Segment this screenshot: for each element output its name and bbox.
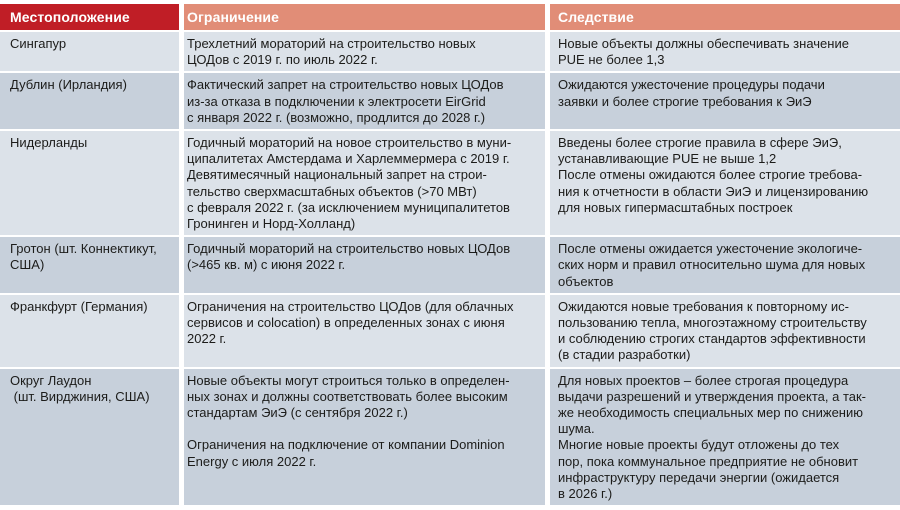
text-line: заявки и более строгие требования к ЭиЭ [558, 93, 812, 109]
text-line: Energy с июля 2022 г. [187, 453, 317, 469]
text-line: Фактический запрет на строительство новых ЦОДов [187, 77, 504, 93]
text-line: устанавливающие PUE не выше 1,2 [558, 151, 777, 167]
table-cell-consequence [550, 73, 900, 129]
table-cell-location [0, 295, 179, 367]
text-line: Многие новые проекты будут отложены до тех [558, 437, 840, 453]
text-line: пользованию тепла, многоэтажному строительству [558, 315, 867, 331]
table-cell-restriction [184, 295, 545, 367]
text-line: Новые объекты могут строиться только в определен- [187, 372, 510, 388]
text-line: (шт. Вирджиния, США) [10, 388, 150, 404]
text-line: Ограничения на строительство ЦОДов (для облачных [187, 298, 514, 314]
text-line: из-за отказа в подключении к электросети EirGrid [187, 93, 486, 109]
text-line: Трехлетний мораторий на строительство новых [187, 36, 476, 51]
text-line: Франкфурт (Германия) [10, 298, 148, 314]
text-line: Новые объекты должны обеспечивать значение [558, 36, 849, 51]
table-cell-restriction [184, 32, 545, 71]
text-line: Для новых проектов – более строгая процедура [558, 372, 849, 388]
text-line: Введены более строгие правила в сфере ЭиЭ, [558, 135, 842, 151]
table-cell-restriction [184, 131, 545, 235]
text-line: Дублин (Ирландия) [10, 77, 127, 93]
table-cell-location [0, 32, 179, 71]
table-cell-consequence [550, 131, 900, 235]
text-line: ципалитетах Амстердама и Харлеммермера с 2019 г. [187, 151, 510, 167]
text-line: Гротон (шт. Коннектикут, [10, 241, 157, 257]
text-line: (в стадии разработки) [558, 347, 691, 363]
text-line: Девятимесячный национальный запрет на строи- [187, 167, 487, 183]
text-line: Сингапур [10, 36, 67, 51]
text-line: США) [10, 257, 45, 273]
text-line: Ограничения на подключение от компании Dominion [187, 437, 505, 453]
text-line: После отмены ожидаются более строгие требова- [558, 167, 863, 183]
text-line: шума. [558, 421, 595, 437]
table-cell-location [0, 237, 179, 293]
table-cell-restriction [184, 237, 545, 293]
text-line: После отмены ожидается ужесточение экологиче- [558, 241, 863, 257]
text-line: с января 2022 г. (возможно, продлится до 2028 г.) [187, 109, 486, 125]
text-line: стандартам ЭиЭ (с сентября 2022 г.) [187, 405, 408, 421]
regulation-table [0, 4, 900, 505]
text-line: ЦОДов с 2019 г. по июль 2022 г. [187, 52, 378, 68]
text-line: инфраструктуру передачи энергии (ожидается [558, 469, 840, 485]
text-line: (>465 кв. м) с июня 2022 г. [187, 257, 346, 273]
text-line: в 2026 г.) [558, 486, 613, 502]
text-line: ских норм и правил относительно шума для новых [558, 257, 866, 273]
text-line: ния к отчетности в области ЭиЭ и лицензированию [558, 183, 869, 199]
table-cell-consequence [550, 369, 900, 506]
text-line [187, 421, 542, 437]
text-line: же необходимость специальных мер по снижению [558, 405, 863, 421]
text-line: сервисов и colocation) в определенных зонах с июня [187, 315, 505, 331]
text-line: выдачи разрешений и утверждения проекта, а так- [558, 388, 867, 404]
table-cell-consequence [550, 295, 900, 367]
text-line: пор, пока коммунальное предприятие не обновит [558, 453, 859, 469]
table-cell-consequence [550, 32, 900, 71]
text-line: ных зонах и должны соответствовать более высоким [187, 388, 508, 404]
text-line: тельство сверхмасштабных объектов (>70 МВт) [187, 183, 477, 199]
text-line: Годичный мораторий на строительство новых ЦОДов [187, 241, 511, 257]
table-cell-location [0, 131, 179, 235]
column-header-restriction: Ограничение [184, 4, 545, 30]
text-line: Ожидаются новые требования к повторному ис- [558, 298, 849, 314]
table-cell-restriction [184, 73, 545, 129]
text-line: Годичный мораторий на новое строительство в муни- [187, 135, 512, 151]
text-line: Нидерланды [10, 135, 88, 151]
text-line: объектов [558, 273, 614, 289]
text-line: Округ Лаудон [10, 372, 92, 388]
column-header-consequence: Следствие [550, 4, 900, 30]
text-line: для новых гипермасштабных построек [558, 199, 793, 215]
table-cell-restriction [184, 369, 545, 506]
text-line: с февраля 2022 г. (за исключением муниципалитетов [187, 199, 510, 215]
table-cell-consequence [550, 237, 900, 293]
column-header-location: Местоположение [0, 4, 179, 30]
text-line: PUE не более 1,3 [558, 52, 665, 68]
table-cell-location [0, 369, 179, 506]
text-line: 2022 г. [187, 331, 227, 347]
text-line: и соблюдению строгих стандартов эффективности [558, 331, 866, 347]
text-line: Ожидаются ужесточение процедуры подачи [558, 77, 825, 93]
text-line: Гронинген и Норд-Холланд) [187, 216, 356, 232]
table-cell-location [0, 73, 179, 129]
